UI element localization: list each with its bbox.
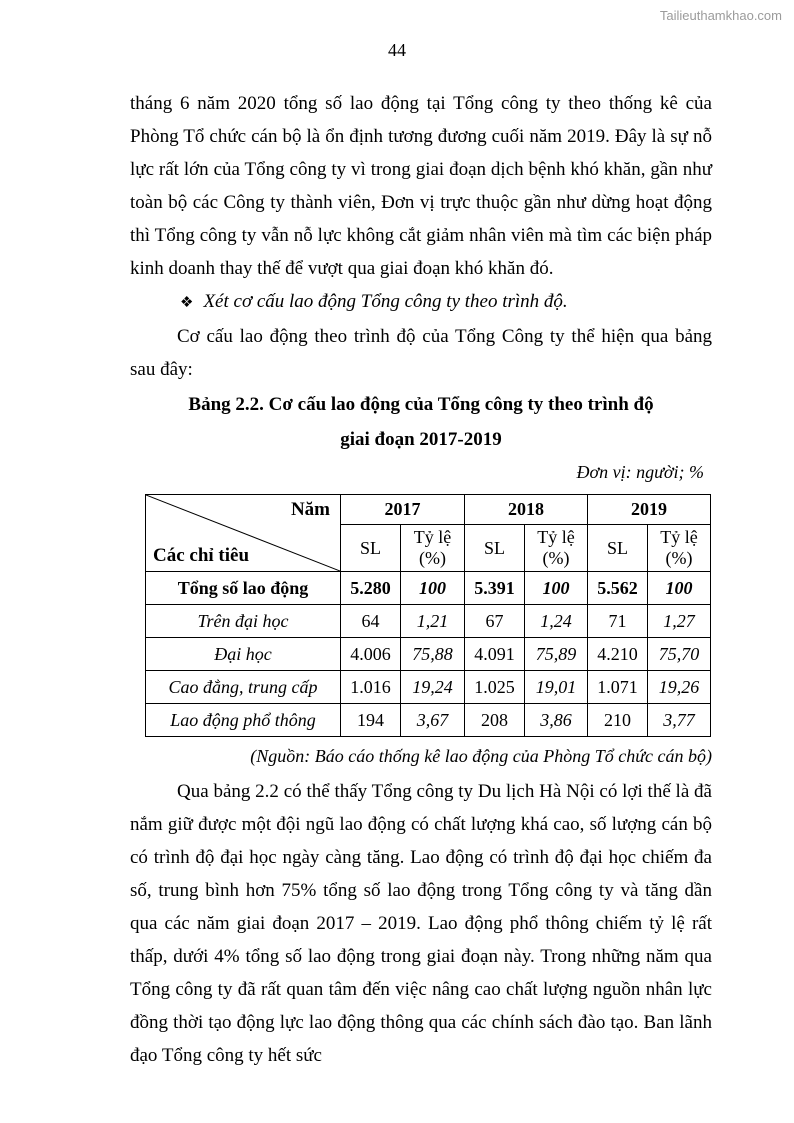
table-cell: 100 (648, 572, 711, 605)
table-cell: 3,67 (401, 704, 465, 737)
year-header-row (146, 495, 711, 525)
table-cell: 1,27 (648, 605, 711, 638)
table-cell: 75,70 (648, 638, 711, 671)
sub-header: Tỷ lệ (%) (525, 525, 588, 572)
table-row (146, 638, 711, 671)
table-cell: 4.006 (341, 638, 401, 671)
table-row (146, 605, 711, 638)
unit-note: Đơn vị: người; % (576, 462, 704, 482)
sub-header: SL (341, 525, 401, 572)
table-cell: 4.210 (588, 638, 648, 671)
table-cell: 208 (465, 704, 525, 737)
table-cell: 1.071 (588, 671, 648, 704)
table-cell: 19,24 (401, 671, 465, 704)
table-row (146, 671, 711, 704)
table-cell: 4.091 (465, 638, 525, 671)
sub-header: SL (465, 525, 525, 572)
table-cell: 1,24 (525, 605, 588, 638)
page-number: 44 (388, 40, 406, 60)
sub-header: SL (588, 525, 648, 572)
table-cell: 19,01 (525, 671, 588, 704)
paragraph-3: Qua bảng 2.2 có thể thấy Tổng công ty Du lịch Hà Nội có lợi thế là đã nắm giữ được một đội ngũ lao động có chất lượng khá cao, số lượng cán bộ có trình độ đại học ngày càng tăng. Lao động có trình độ đại học chiếm đa số, trung bình hơn 75% tổng số lao động trong Tổng công ty và tăng dần qua các năm giai đoạn 2017 – 2019. Lao động phổ thông chiếm tỷ lệ rất thấp, dưới 4% tổng số lao động trong giai đoạn này. Trong những năm qua Tổng công ty đã rất quan tâm đến việc nâng cao chất lượng nguồn nhân lực đồng thời tạo động lực lao động thông qua các chính sách đào tạo. Ban lãnh đạo Tổng công ty hết sức (130, 781, 712, 1066)
table-cell: 1.016 (341, 671, 401, 704)
table-cell: 5.562 (588, 572, 648, 605)
site-watermark: Tailieuthamkhao.com (659, 8, 782, 23)
table-cell: 71 (588, 605, 648, 638)
table-cell: 100 (525, 572, 588, 605)
table-cell: 64 (341, 605, 401, 638)
table-cell: 194 (341, 704, 401, 737)
table-cell: 100 (401, 572, 465, 605)
table-title-line2: giai đoạn 2017-2019 (340, 429, 502, 450)
table-cell: 75,88 (401, 638, 465, 671)
paragraph-1: tháng 6 năm 2020 tổng số lao động tại Tổng công ty theo thống kê của Phòng Tổ chức cán bộ là ổn định tương đương cuối năm 2019. Đây là sự nỗ lực rất lớn của Tổng công ty vì trong giai đoạn dịch bệnh khó khăn, gần như toàn bộ các Công ty thành viên, Đơn vị trực thuộc gần như dừng hoạt động thì Tổng công ty vẫn nỗ lực không cắt giảm nhân viên mà tìm các biện pháp kinh doanh thay thế để vượt qua giai đoạn khó khăn đó. (130, 93, 712, 279)
table-cell: 3,86 (525, 704, 588, 737)
corner-label-year: Năm (290, 499, 330, 520)
table-row-total (146, 572, 711, 605)
year-header: 2019 (588, 495, 711, 525)
row-label: Đại học (146, 638, 341, 671)
table-row (146, 704, 711, 737)
table-cell: 3,77 (648, 704, 711, 737)
row-label: Cao đẳng, trung cấp (146, 671, 341, 704)
row-label: Lao động phổ thông (146, 704, 341, 737)
paragraph-2: Cơ cấu lao động theo trình độ của Tổng Công ty thể hiện qua bảng sau đây: (130, 326, 712, 380)
table-cell: 19,26 (648, 671, 711, 704)
table-cell: 1.025 (465, 671, 525, 704)
table-cell: 210 (588, 704, 648, 737)
bullet-heading (180, 285, 712, 320)
sub-header: Tỷ lệ (%) (648, 525, 711, 572)
row-label: Trên đại học (146, 605, 341, 638)
table-cell: 1,21 (401, 605, 465, 638)
source-note: (Nguồn: Báo cáo thống kê lao động của Phòng Tổ chức cán bộ) (250, 746, 712, 766)
table-cell: 67 (465, 605, 525, 638)
diamond-bullet-icon: ❖ (180, 295, 194, 311)
year-header: 2017 (341, 495, 465, 525)
sub-header: Tỷ lệ (%) (401, 525, 465, 572)
page-content (130, 87, 712, 1072)
corner-header-cell (146, 495, 341, 572)
year-header: 2018 (465, 495, 588, 525)
row-label: Tổng số lao động (146, 572, 341, 605)
labor-structure-table (145, 494, 711, 737)
table-cell: 5.280 (341, 572, 401, 605)
corner-label-criteria: Các chỉ tiêu (153, 545, 250, 566)
table-cell: 5.391 (465, 572, 525, 605)
table-cell: 75,89 (525, 638, 588, 671)
table-title-line1: Bảng 2.2. Cơ cấu lao động của Tổng công ty theo trình độ (188, 394, 654, 415)
bullet-heading-text: Xét cơ cấu lao động Tổng công ty theo trình độ. (203, 291, 568, 312)
